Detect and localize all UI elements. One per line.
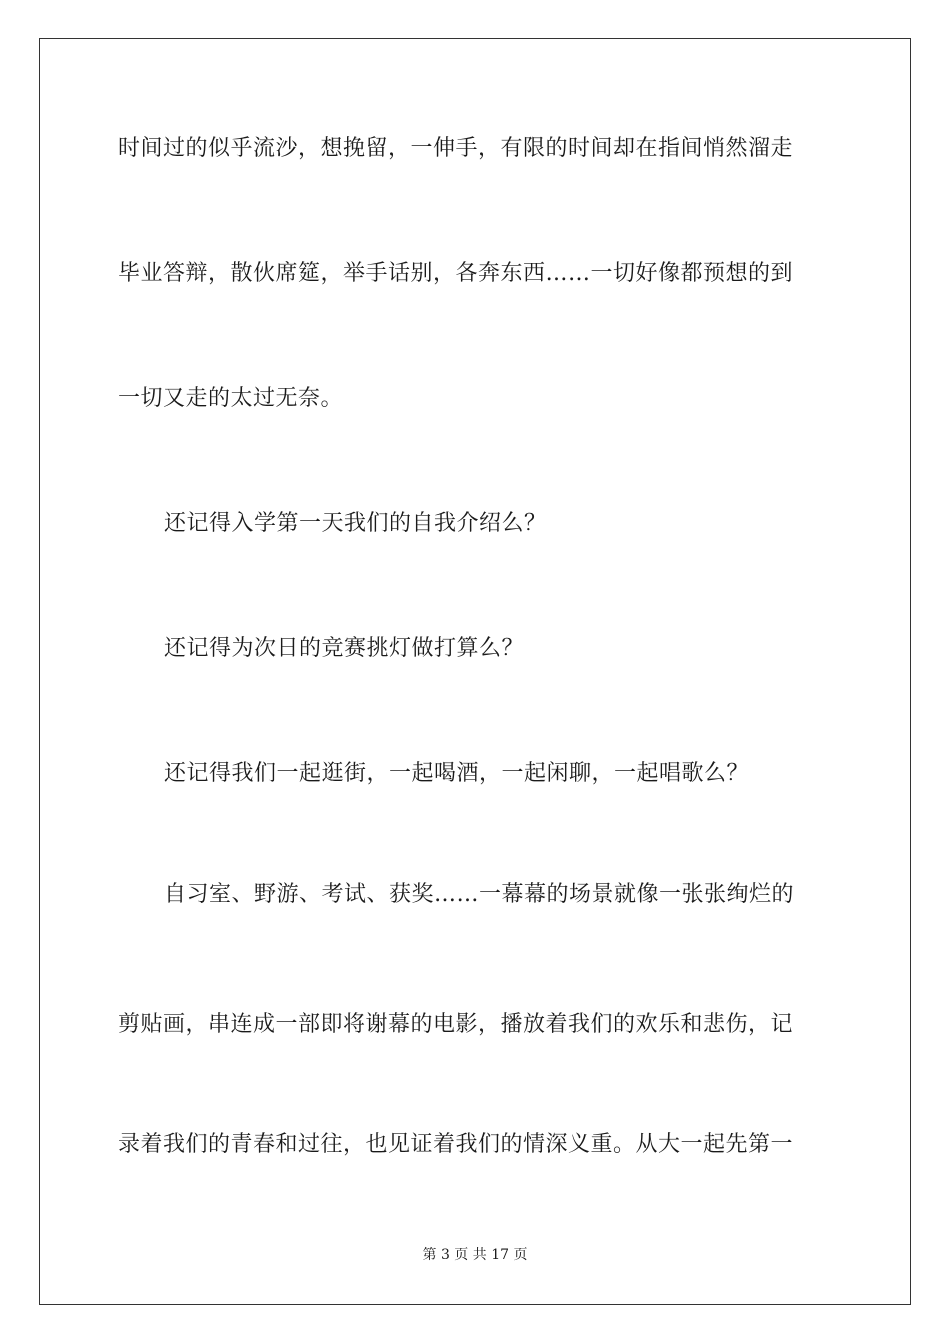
paragraph-line-7: 自习室、野游、考试、获奖……一幕幕的场景就像一张张绚烂的 [164, 882, 795, 907]
paragraph-line-5: 还记得为次日的竞赛挑灯做打算么？ [164, 636, 525, 661]
page-border [39, 38, 911, 1305]
paragraph-line-9: 录着我们的青春和过往，也见证着我们的情深义重。从大一起先第一 [118, 1132, 794, 1157]
page-number-footer: 第 3 页 共 17 页 [422, 1247, 528, 1263]
paragraph-line-3: 一切又走的太过无奈。 [118, 386, 344, 411]
paragraph-line-4: 还记得入学第一天我们的自我介绍么？ [164, 511, 547, 536]
paragraph-line-2: 毕业答辩，散伙席筵，举手话别，各奔东西……一切好像都预想的到 [118, 261, 794, 286]
paragraph-line-8: 剪贴画，串连成一部即将谢幕的电影，播放着我们的欢乐和悲伤，记 [118, 1012, 794, 1037]
paragraph-line-6: 还记得我们一起逛街，一起喝酒，一起闲聊，一起唱歌么？ [164, 761, 750, 786]
paragraph-line-1: 时间过的似乎流沙，想挽留，一伸手，有限的时间却在指间悄然溜走 [118, 136, 794, 161]
